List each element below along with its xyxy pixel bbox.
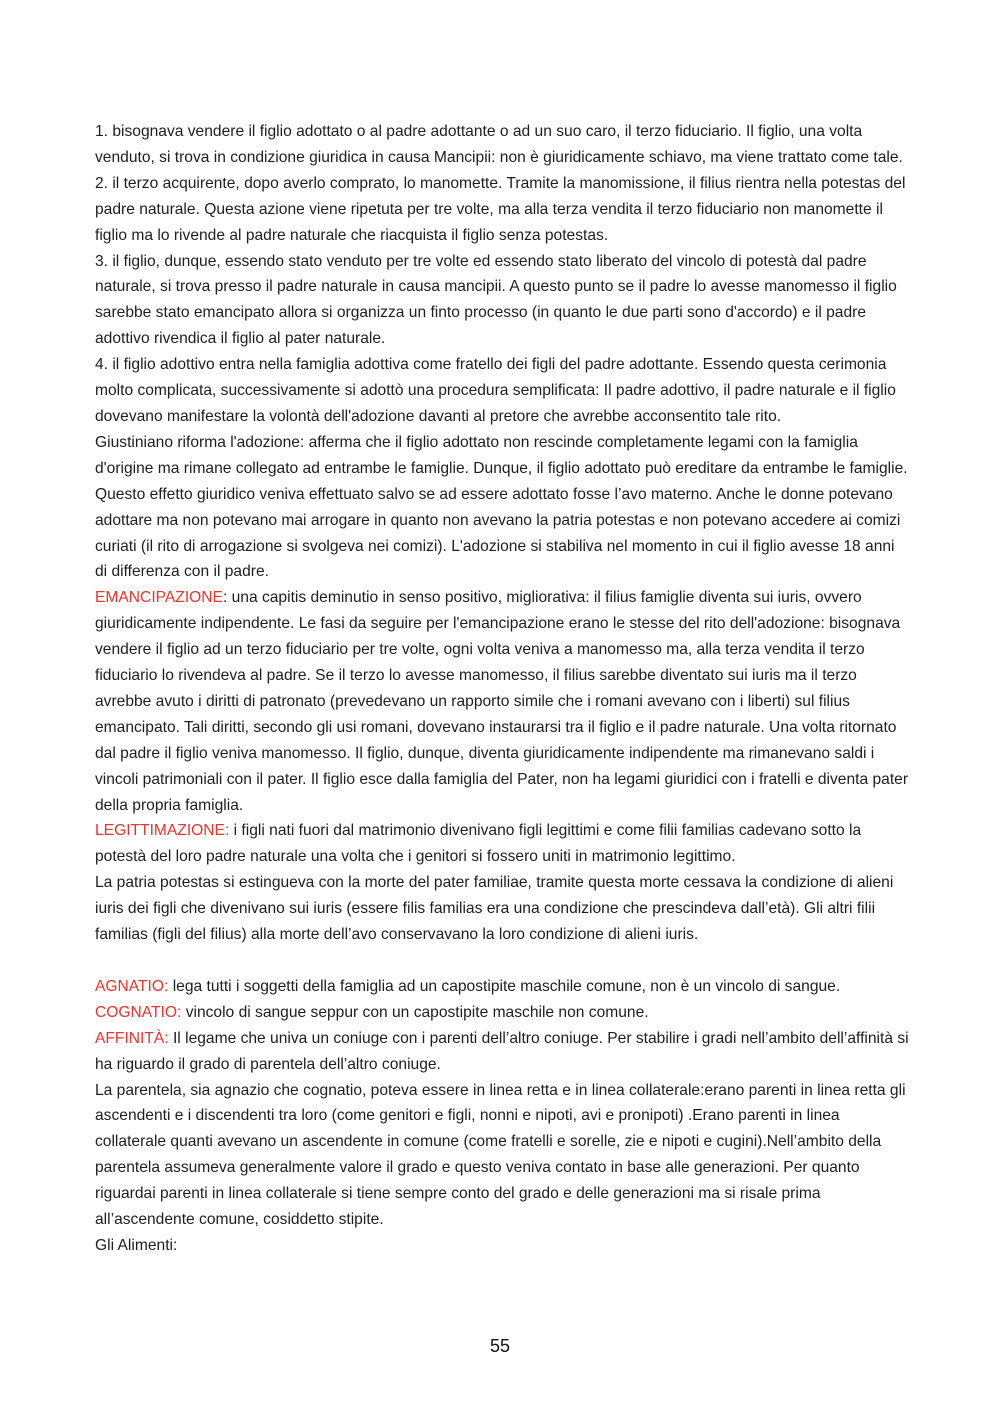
page-number: 55 <box>489 1336 511 1356</box>
paragraph-parentela <box>95 1078 910 1233</box>
paragraph-emancipazione <box>95 585 910 818</box>
paragraph-text: Gli Alimenti: <box>95 1236 178 1254</box>
paragraph-cognatio <box>95 1000 910 1026</box>
paragraph-patria-potestas <box>95 870 910 948</box>
term-cognatio: COGNATIO: <box>95 1003 182 1021</box>
paragraph-step-3 <box>95 249 910 353</box>
term-agnatio: AGNATIO: <box>95 977 169 995</box>
paragraph-affinita <box>95 1026 910 1078</box>
paragraph-giustiniano <box>95 430 910 585</box>
term-affinita: AFFINITÀ: <box>95 1029 169 1047</box>
paragraph-text: vincolo di sangue seppur con un capostipite maschile non comune. <box>181 1003 649 1021</box>
document-body <box>95 119 910 1259</box>
paragraph-step-1 <box>95 119 910 171</box>
term-legittimazione: LEGITTIMAZIONE: <box>95 822 230 840</box>
paragraph-text: La parentela, sia agnazio che cognatio, poteva essere in linea retta e in linea collaterale:erano parenti in linea retta gli ascendenti e i discendenti tra loro (come genitori e figli, nonni e nipoti, avi e pronipoti) .Erano parenti in linea collaterale quanti avevano un ascendente in comune (come fratelli e sorelle, zie e nipoti e cugini).Nell’ambito della parentela assumeva generalmente valore il grado e questo veniva contato in base alle generazioni. Per quanto riguardai parenti in linea collaterale si tiene sempre conto del grado e delle generazioni ma si risale prima all’ascendente comune, cosiddetto stipite. <box>95 1081 906 1229</box>
paragraph-text: lega tutti i soggetti della famiglia ad un capostipite maschile comune, non è un vincolo di sangue. <box>168 977 841 995</box>
paragraph-legittimazione <box>95 818 910 870</box>
paragraph-text: 2. il terzo acquirente, dopo averlo comprato, lo manomette. Tramite la manomissione, il filius rientra nella potestas del padre naturale. Questa azione viene ripetuta per tre volte, ma alla terza vendita il terzo fiduciario non manomette il figlio ma lo rivende al padre naturale che riacquista il figlio senza potestas. <box>95 174 906 244</box>
paragraph-text: 3. il figlio, dunque, essendo stato venduto per tre volte ed essendo stato liberato del vincolo di potestà dal padre naturale, si trova presso il padre naturale in causa mancipii. A questo punto se il padre lo avesse manomesso il figlio sarebbe stato emancipato allora si organizza un finto processo (in quanto le due parti sono d'accordo) e il padre adottivo rivendica il figlio al pater naturale. <box>95 252 897 348</box>
paragraph-step-4 <box>95 352 910 430</box>
paragraph-text: i figli nati fuori dal matrimonio divenivano figli legittimi e come filii familias cadevano sotto la potestà del loro padre naturale una volta che i genitori si fossero uniti in matrimonio legittimo. <box>95 822 862 866</box>
paragraph-text: : una capitis deminutio in senso positivo, migliorativa: il filius famiglie diventa sui iuris, ovvero giuridicamente indipendente. Le fasi da seguire per l'emancipazione erano le stesse del rito dell'adozione: bisognava vendere il figlio ad un terzo fiduciario per tre volte, ogni volta veniva a manomesso ma, alla terza vendita il terzo fiduciario lo rivendeva al padre. Se il terzo lo avesse manomesso, il filius sarebbe diventato sui iuris ma il terzo avrebbe avuto i diritti di patronato (prevedevano un rapporto simile che i romani avevano con i liberti) sul filius emancipato. Tali diritti, secondo gli usi romani, dovevano instaurarsi tra il figlio e il padre naturale. Una volta ritornato dal padre il figlio veniva manomesso. Il figlio, dunque, diventa giuridicamente indipendente ma rimanevano saldi i vincoli patrimoniali con il pater. Il figlio esce dalla famiglia del Pater, non ha legami giuridici con i fratelli e diventa pater della propria famiglia. <box>95 589 909 814</box>
paragraph-alimenti <box>95 1233 910 1259</box>
paragraph-text: Il legame che univa un coniuge con i parenti dell’altro coniuge. Per stabilire i gradi nell’ambito dell’affinità si ha riguardo il grado di parentela dell’altro coniuge. <box>95 1029 909 1073</box>
term-emancipazione: EMANCIPAZIONE <box>95 589 223 607</box>
paragraph-text: La patria potestas si estingueva con la morte del pater familiae, tramite questa morte cessava la condizione di alieni iuris dei figli che divenivano sui iuris (essere filis familias era una condizione che prescindeva dall’età). Gli altri filii familias (figli del filius) alla morte dell’avo conservavano la loro condizione di alieni iuris. <box>95 874 894 944</box>
paragraph-text: 4. il figlio adottivo entra nella famiglia adottiva come fratello dei figli del padre adottante. Essendo questa cerimonia molto complicata, successivamente si adottò una procedura semplificata: Il padre adottivo, il padre naturale e il figlio dovevano manifestare la volontà dell'adozione davanti al pretore che avrebbe acconsentito tale rito. <box>95 356 896 425</box>
paragraph-text: 1. bisognava vendere il figlio adottato o al padre adottante o ad un suo caro, il terzo fiduciario. Il figlio, una volta venduto, si trova in condizione giuridica in causa Mancipii: non è giuridicamente schiavo, ma viene trattato come tale. <box>95 123 903 166</box>
paragraph-agnatio <box>95 974 910 1000</box>
paragraph-step-2 <box>95 171 910 249</box>
paragraph-text: Giustiniano riforma l'adozione: afferma che il figlio adottato non rescinde completamente legami con la famiglia d'origine ma rimane collegato ad entrambe le famiglie. Dunque, il figlio adottato può ereditare da entrambe le famiglie. Questo effetto giuridico veniva effettuato salvo se ad essere adottato fosse l’avo materno. Anche le donne potevano adottare ma non potevano mai arrogare in quanto non avevano la patria potestas e non potevano accedere ai comizi curiati (il rito di arrogazione si svolgeva nei comizi). L'adozione si stabiliva nel momento in cui il figlio avesse 18 anni di differenza con il padre. <box>95 433 908 581</box>
blank-line <box>95 948 910 974</box>
